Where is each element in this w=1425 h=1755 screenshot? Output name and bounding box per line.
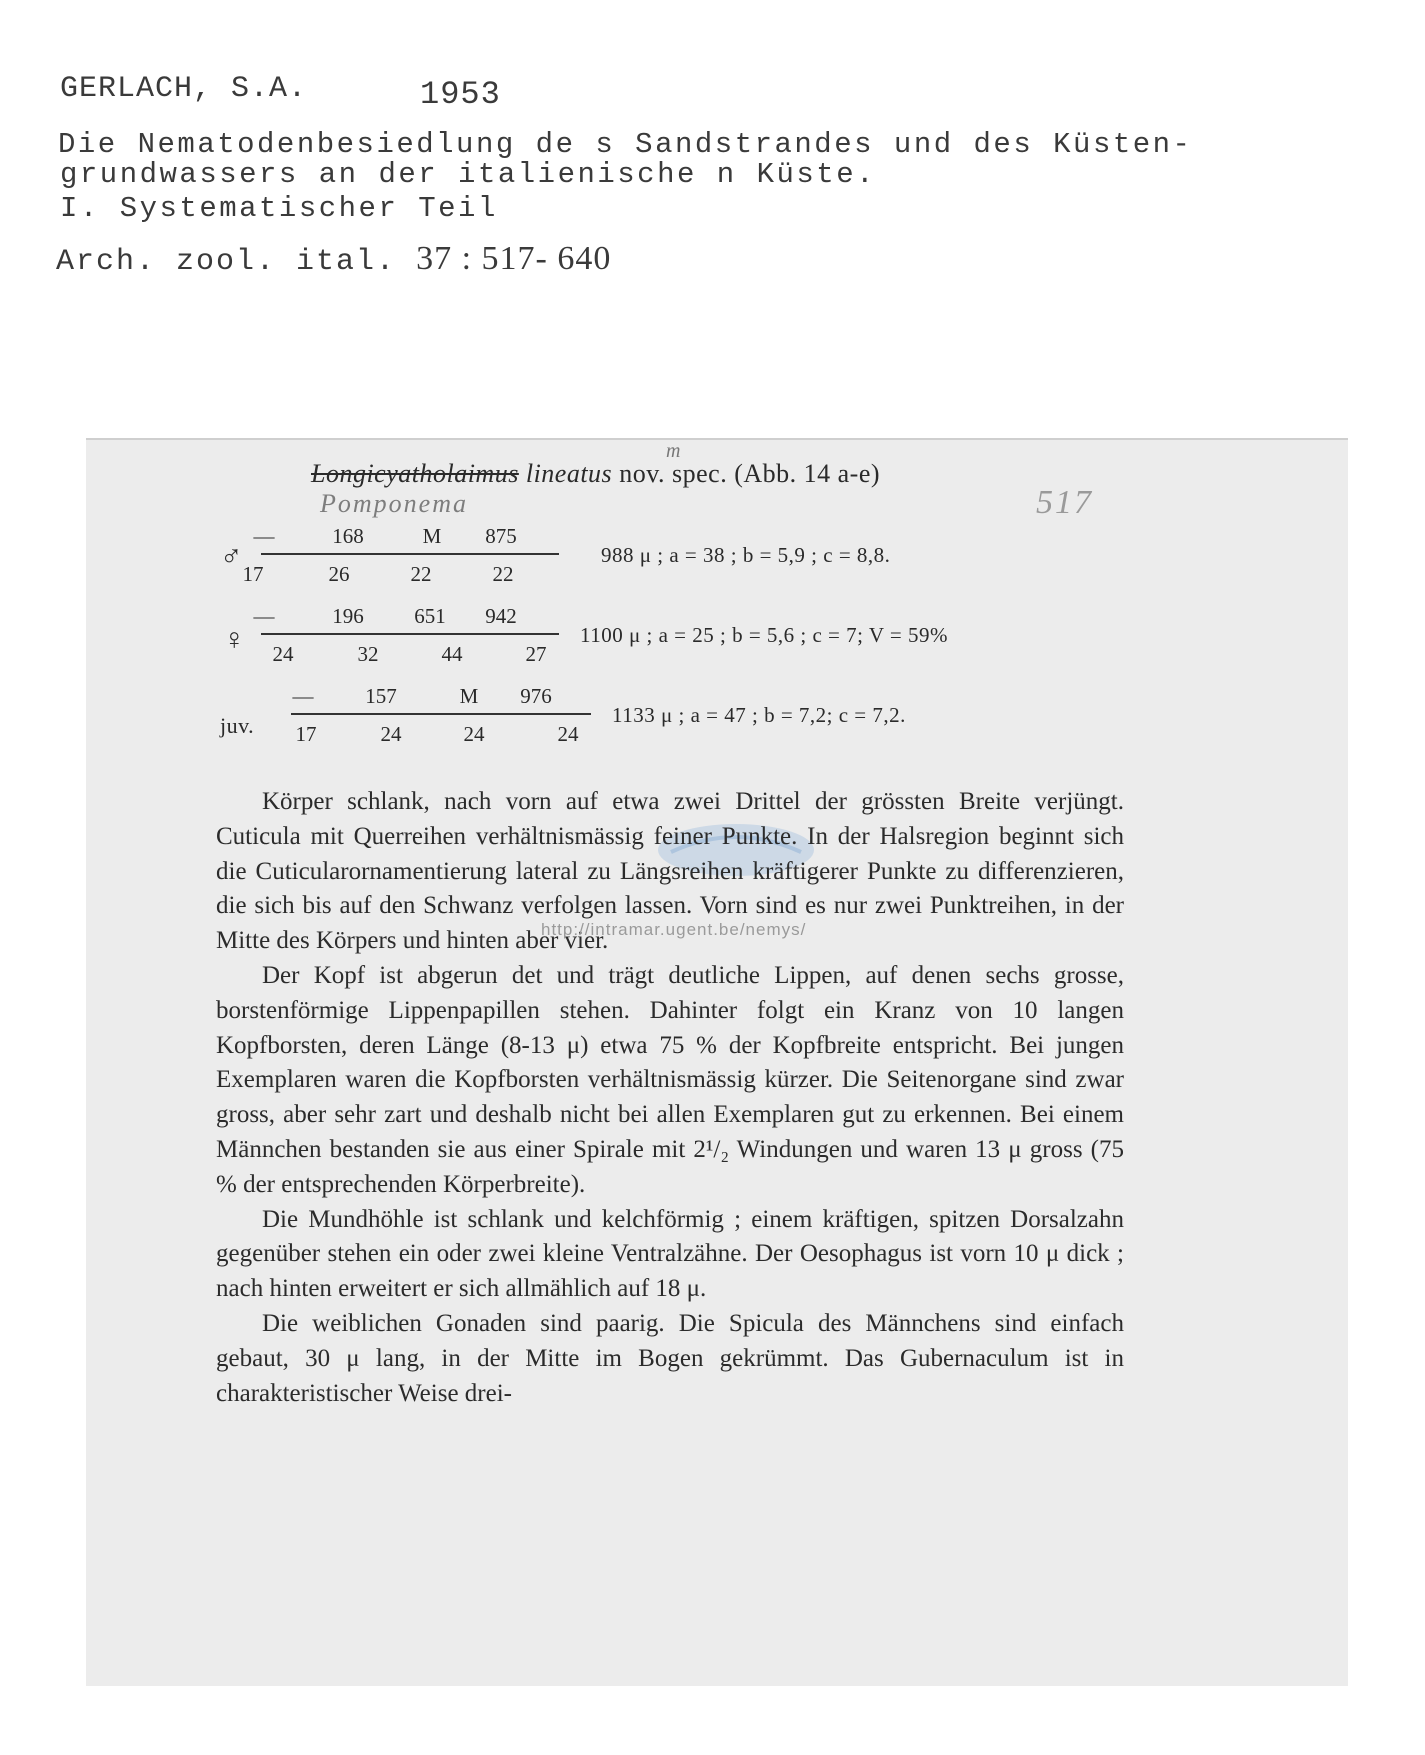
journal-volume-pages: 37 : 517- 640 xyxy=(416,240,612,277)
measurement-cell: 196 xyxy=(332,604,364,628)
measurement-cell: — xyxy=(292,684,314,708)
measurement-cell: 17 xyxy=(295,722,317,746)
male-stats: 988 μ ; a = 38 ; b = 5,9 ; c = 8,8. xyxy=(601,543,891,567)
female-symbol: ♀ xyxy=(223,623,246,656)
measurement-cell: 22 xyxy=(492,562,514,586)
measurement-cell: — xyxy=(253,604,275,628)
citation-author: GERLACH, S.A. xyxy=(60,72,308,106)
description-paragraph-head: Der Kopf ist abgerun det und trägt deutliche Lippen, auf denen sechs grosse, borstenförmige Lippenpapillen stehen. Dahinter folgt ein Kranz von 10 langen Kopfborsten, deren Länge (8-13 μ) etwa 75 % der Kopfbreite entspricht. Bei jungen Exemplaren waren die Kopfborsten verhältnismässig kürzer. Die Seitenorgane sind zwar gross, aber sehr zart und deshalb nicht bei allen Exemplaren gut zu erkennen. Bei einem Männchen bestanden sie aus einer Spirale mit 2¹/₂ Windungen und waren 13 μ gross (75 % der entsprechenden Körperbreite). xyxy=(216,961,1124,1198)
watermark-url: http://intramar.ugent.be/nemys/ xyxy=(541,920,807,939)
species-epithet: lineatus xyxy=(525,459,613,488)
handwritten-genus-correction: Pomponema xyxy=(320,489,468,518)
description-paragraph-mouth: Die Mundhöhle ist schlank und kelchförmig ; einem kräftigen, spitzen Dorsalzahn gegenüber stehen ein oder zwei kleine Ventralzähne. Der Oesophagus ist vorn 10 μ dick ; nach hinten erweitert er sich allmählich auf 18 μ. xyxy=(216,1205,1124,1303)
citation-title-line-1: Die Nematodenbesiedlung de s Sandstrandes und des Küsten- xyxy=(58,128,1193,161)
description-paragraph-body: Körper schlank, nach vorn auf etwa zwei Drittel der grössten Breite verjüngt. Cuticula mit Querreihen verhältnismässig feiner Punkte. In der Halsregion beginnt sich die Cuticularornamentierung lateral zu Längsreihen kräftigerer Punkte zu differenzieren, die sich bis auf den Schwanz verfolgen lassen. Vorn sind es nur zwei Punktreihen, in der Mitte des Körpers und hinten aber vier. xyxy=(216,788,1124,955)
citation-title-line-3: I. Systematischer Teil xyxy=(60,192,498,225)
fraction-line xyxy=(261,553,559,555)
species-genus: Longicyatholaimus xyxy=(311,459,519,488)
measurement-cell: 26 xyxy=(328,562,350,586)
measurement-cell: 157 xyxy=(365,684,397,708)
measurement-cell: 168 xyxy=(332,524,364,548)
measurement-cell: M xyxy=(422,524,442,548)
juvenile-label: juv. xyxy=(220,713,255,738)
species-title-rest: nov. spec. (Abb. 14 a-e) xyxy=(619,459,881,488)
journal-name: Arch. zool. ital. xyxy=(56,245,397,279)
male-symbol: ♂ xyxy=(220,540,243,573)
measurement-cell: 44 xyxy=(441,642,463,666)
measurement-cell: 22 xyxy=(410,562,432,586)
measurement-cell: 942 xyxy=(485,604,517,628)
measurement-cell: 17 xyxy=(242,562,264,586)
measurement-cell: 24 xyxy=(463,722,485,746)
measurement-cell: 24 xyxy=(557,722,579,746)
measurement-cell: 24 xyxy=(380,722,402,746)
measurement-cell: 27 xyxy=(525,642,547,666)
species-description xyxy=(216,785,1124,1411)
measurement-cell: 976 xyxy=(520,684,552,708)
measurement-cell: 651 xyxy=(414,604,446,628)
measurement-cell: 875 xyxy=(485,524,517,548)
handwritten-annotation-m: m xyxy=(666,440,681,462)
species-title xyxy=(311,459,880,489)
fraction-line xyxy=(291,713,591,715)
measurement-cell: 24 xyxy=(272,642,294,666)
measurement-cell: 32 xyxy=(357,642,379,666)
citation-title-line-2: grundwassers an der italienische n Küste. xyxy=(60,158,877,191)
description-paragraph-gonads: Die weiblichen Gonaden sind paarig. Die Spicula des Männchens sind einfach gebaut, 30 μ lang, in der Mitte im Bogen gekrümmt. Das Gubernaculum ist in charakteristischer Weise drei- xyxy=(216,1309,1124,1407)
female-stats: 1100 μ ; a = 25 ; b = 5,6 ; c = 7; V = 59% xyxy=(580,623,948,647)
citation-journal xyxy=(56,240,611,279)
measurement-cell: — xyxy=(253,524,275,548)
article-clipping xyxy=(86,438,1348,1686)
juvenile-stats: 1133 μ ; a = 47 ; b = 7,2; c = 7,2. xyxy=(612,703,906,727)
fraction-line xyxy=(261,633,559,635)
handwritten-page-number: 517 xyxy=(1036,484,1093,521)
citation-year: 1953 xyxy=(420,76,501,113)
measurement-cell: M xyxy=(459,684,479,708)
